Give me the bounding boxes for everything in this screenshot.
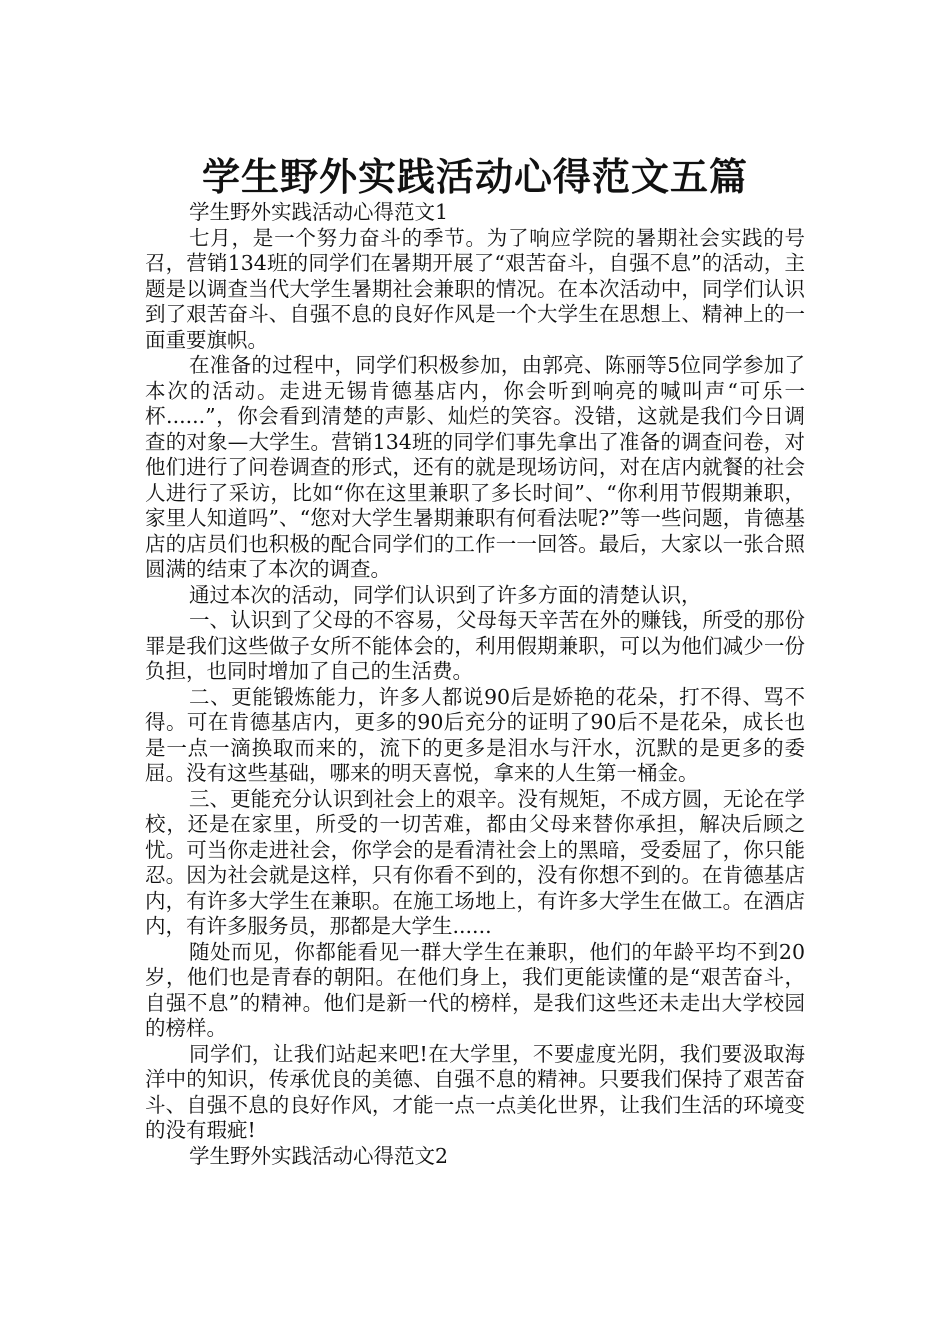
paragraph: 二、更能锻炼能力，许多人都说90后是娇艳的花朵，打不得、骂不得。可在肯德基店内，更多的90后充分的证明了90后不是花朵，成长也是一点一滴换取而来的，流下的更多是泪水与汗水，沉默的是更多的委屈。没有这些基础，哪来的明天喜悦，拿来的人生第一桶金。	[145, 684, 805, 785]
paragraph: 一、认识到了父母的不容易，父母每天辛苦在外的赚钱，所受的那份罪是我们这些做子女所不能体会的，利用假期兼职，可以为他们减少一份负担，也同时增加了自己的生活费。	[145, 608, 805, 683]
document-title: 学生野外实践活动心得范文五篇	[201, 155, 748, 200]
paragraph: 三、更能充分认识到社会上的艰辛。没有规矩，不成方圆，无论在学校，还是在家里，所受的一切苦难，都由父母来替你承担，解决后顾之忧。可当你走进社会，你学会的是看清社会上的黑暗，受委屈了，你只能忍。因为社会就是这样，只有你看不到的，没有你想不到的。在肯德基店内，有许多大学生在兼职。在施工场地上，有许多大学生在做工。在酒店内，有许多服务员，那都是大学生......	[145, 786, 805, 938]
paragraph: 同学们，让我们站起来吧!在大学里，不要虚度光阴，我们要汲取海洋中的知识，传承优良的美德、自强不息的精神。只要我们保持了艰苦奋斗、自强不息的良好作风，才能一点一点美化世界，让我们生活的环境变的没有瑕疵!	[145, 1041, 805, 1142]
document-body	[145, 200, 805, 1169]
section-heading-1: 学生野外实践活动心得范文1	[189, 200, 449, 224]
section-heading-2: 学生野外实践活动心得范文2	[189, 1143, 449, 1168]
paragraph: 通过本次的活动，同学们认识到了许多方面的清楚认识，	[189, 582, 702, 607]
paragraph: 七月，是一个努力奋斗的季节。为了响应学院的暑期社会实践的号召，营销134班的同学们在暑期开展了“艰苦奋斗，自强不息”的活动，主题是以调查当代大学生暑期社会兼职的情况。在本次活动中，同学们认识到了艰苦奋斗、自强不息的良好作风是一个大学生在思想上、精神上的一面重要旗帜。	[145, 225, 805, 352]
paragraph: 在准备的过程中，同学们积极参加，由郭亮、陈丽等5位同学参加了本次的活动。走进无锡肯德基店内，你会听到响亮的喊叫声“可乐一杯......”，你会看到清楚的声影、灿烂的笑容。没错，这就是我们今日调查的对象—大学生。营销134班的同学们事先拿出了准备的调查问卷，对他们进行了问卷调查的形式，还有的就是现场访问，对在店内就餐的社会人进行了采访，比如“你在这里兼职了多长时间”、“你利用节假期兼职，家里人知道吗”、“您对大学生暑期兼职有何看法呢?”等一些问题，肯德基店的店员们也积极的配合同学们的工作一一回答。最后，大家以一张合照圆满的结束了本次的调查。	[145, 353, 805, 581]
paragraph: 随处而见，你都能看见一群大学生在兼职，他们的年龄平均不到20岁，他们也是青春的朝阳。在他们身上，我们更能读懂的是“艰苦奋斗，自强不息”的精神。他们是新一代的榜样，是我们这些还未走出大学校园的榜样。	[145, 939, 805, 1040]
